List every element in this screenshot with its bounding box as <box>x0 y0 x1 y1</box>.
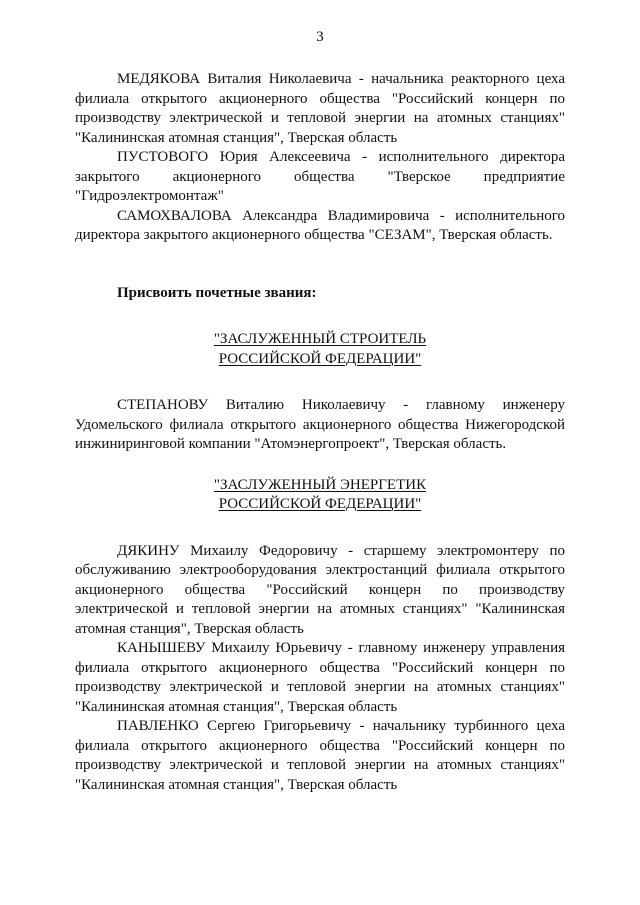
nominee-paragraph: ПУСТОВОГО Юрия Алексеевича - исполнительного директора закрытого акционерного общества "Тверское предприятие "Гидроэлектромонтаж" <box>75 149 565 204</box>
nominee-paragraph: САМОХВАЛОВА Александра Владимировича - исполнительного директора закрытого акционерного общества "СЕЗАМ", Тверская область. <box>75 207 565 243</box>
assign-titles-heading: Присвоить почетные звания: <box>117 284 317 301</box>
honorary-title-builder <box>75 330 565 369</box>
nominee-paragraph: ДЯКИНУ Михаилу Федоровичу - старшему электромонтеру по обслуживанию электрооборудования электростанций филиала открытого акционерного общества "Российский концерн по производству электрической и тепловой энергии на атомных станциях" "Калининская атомная станция", Тверская область <box>75 542 565 637</box>
honorary-title-line: РОССИЙСКОЙ ФЕДЕРАЦИИ" <box>218 350 422 367</box>
honorary-title-line: "ЗАСЛУЖЕННЫЙ СТРОИТЕЛЬ <box>213 331 427 347</box>
honorary-title-line: РОССИЙСКОЙ ФЕДЕРАЦИИ" <box>218 496 422 512</box>
nominee-paragraph: МЕДЯКОВА Виталия Николаевича - начальника реакторного цеха филиала открытого акционерного общества "Российский концерн по производству электрической и тепловой энергии на атомных станциях" "Калининская атомная станция", Тверская область <box>75 71 565 146</box>
honorary-title-energetic <box>75 476 565 515</box>
nominee-paragraph: СТЕПАНОВУ Виталию Николаевичу - главному инженеру Удомельского филиала открытого акционерного общества Нижегородской инжиниринговой компании "Атомэнергопроект", Тверская область. <box>75 397 565 452</box>
page-number: 3 <box>316 29 324 45</box>
nominee-paragraph: ПАВЛЕНКО Сергею Григорьевичу - начальнику турбинного цеха филиала открытого акционерного общества "Российский концерн по производству электрической и тепловой энергии на атомных станциях" "Калининская атомная станция", Тверская область <box>75 718 565 793</box>
honorary-title-line: "ЗАСЛУЖЕННЫЙ ЭНЕРГЕТИК <box>213 476 427 493</box>
document-body <box>75 70 565 795</box>
nominee-paragraph: КАНЫШЕВУ Михаилу Юрьевичу - главному инженеру управления филиала открытого акционерного общества "Российский концерн по производству электрической и тепловой энергии на атомных станциях" "Калининская атомная станция", Тверская область <box>75 640 565 715</box>
